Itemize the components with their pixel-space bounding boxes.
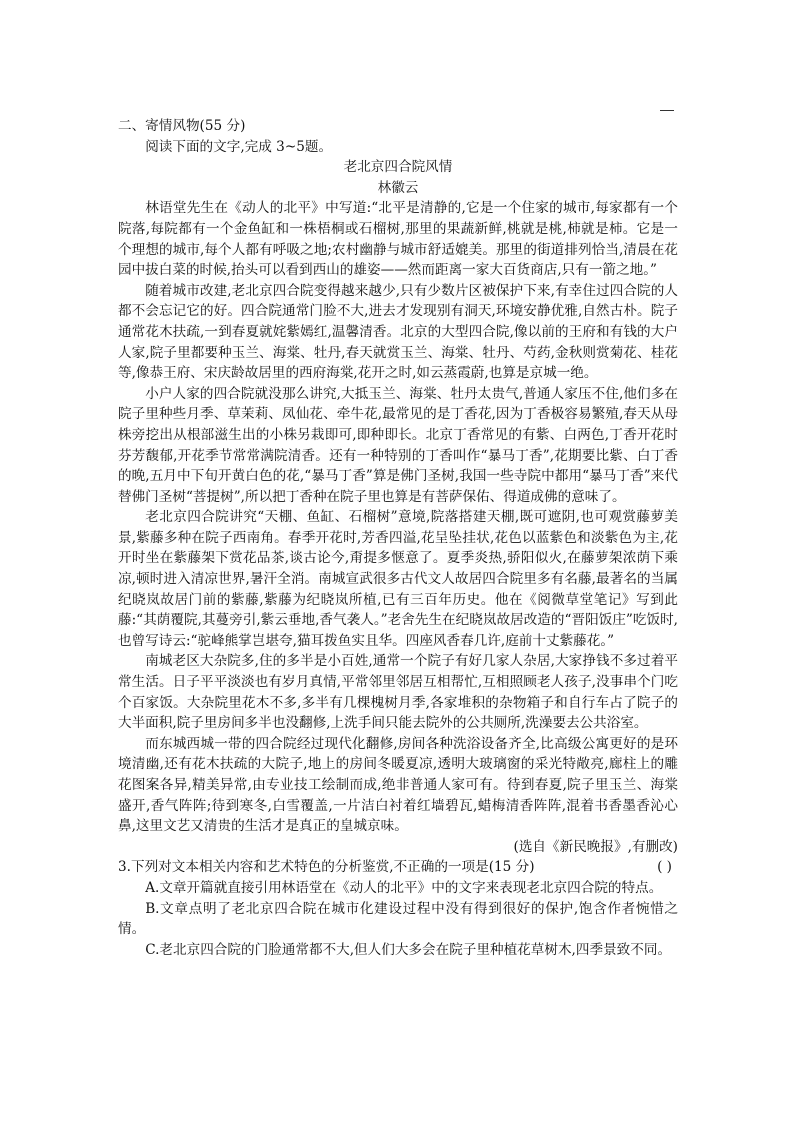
paragraph-3: 小户人家的四合院就没那么讲究,大抵玉兰、海棠、牡丹太贵气,普通人家压不住,他们多在院子里种些月季、草茉莉、凤仙花、牵牛花,最常见的是丁香花,因为丁香极容易繁殖,春天从母株旁挖出从根部滋生出的小株另栽即可,即种即长。北京丁香常见的有紫、白两色,丁香开花时芬芳馥郁,开花季节常常满院清香。还有一种特别的丁香叫作“暴马丁香”,花期要比紫、白丁香的晚,五月中下旬开黄白色的花,“暴马丁香”算是佛门圣树,我国一些寺院中都用“暴马丁香”来代替佛门圣树“菩提树”,所以把丁香种在院子里也算是有菩萨保佑、得道成佛的意味了。 [118,385,678,505]
question-3-text: 3.下列对文本相关内容和艺术特色的分析鉴赏,不正确的一项是(15 分) [118,859,535,876]
article-title: 老北京四合院风情 [343,159,453,176]
option-a: A.文章开篇就直接引用林语堂在《动人的北平》中的文字来表现老北京四合院的特点。 [145,879,663,896]
option-c: C.老北京四合院的门脸通常都不大,但人们大多会在院子里种植花草树木,四季景致不同。 [145,941,672,958]
document-body [118,116,678,960]
answer-blank[interactable]: ( ) [657,859,672,876]
page-mark-dash [660,110,674,111]
article-author: 林徽云 [377,179,419,196]
option-b: B.文章点明了老北京四合院在城市化建设过程中没有得到很好的保护,饱含作者惋惜之情。 [118,900,678,938]
paragraph-6: 而东城西城一带的四合院经过现代化翻修,房间各种洗浴设备齐全,比高级公寓更好的是环境清幽,还有花木扶疏的大院子,地上的房间冬暖夏凉,透明大玻璃窗的采光特敞亮,廊柱上的雕花图案各异,精美异常,由专业技工绘制而成,绝非普通人家可有。待到春夏,院子里玉兰、海棠盛开,香气阵阵;待到寒冬,白雪覆盖,一片洁白衬着红墙碧瓦,蜡梅清香阵阵,混着书香墨香沁心鼻,这里文艺又清贵的生活才是真正的皇城京味。 [118,735,678,835]
instruction-text: 阅读下面的文字,完成 3~5题。 [145,138,333,155]
paragraph-1: 林语堂先生在《动人的北平》中写道:“北平是清静的,它是一个住家的城市,每家都有一个院落,每院都有一个金鱼缸和一株梧桐或石榴树,那里的果蔬新鲜,桃就是桃,柿就是柿。它是一个理想的城市,每个人都有呼吸之地;农村幽静与城市舒适媲美。那里的街道排列恰当,清晨在花园中拔白菜的时候,抬头可以看到西山的雄姿——然而距离一家大百货商店,只有一箭之地。” [118,200,678,279]
paragraph-4: 老北京四合院讲究“天棚、鱼缸、石榴树”意境,院落搭建天棚,既可遮阴,也可观赏藤萝美景,紫藤多种在院子西南角。春季开花时,芳香四溢,花呈坠挂状,花色以蓝紫色和淡紫色为主,花开时坐在紫藤架下赏花品茶,谈古论今,甭提多惬意了。夏季炎热,骄阳似火,在藤萝架浓荫下乘凉,顿时进入清凉世界,暑汗全消。南城宣武很多古代文人故居四合院里多有名藤,最著名的当属纪晓岚故居门前的紫藤,紫藤为纪晓岚所植,已有三百年历史。他在《阅微草堂笔记》写到此藤:“其荫覆院,其蔓旁引,紫云垂地,香气袭人。”老舍先生在纪晓岚故居改造的“晋阳饭庄”吃饭时,也曾写诗云:“驼峰熊掌岂堪夸,猫耳拨鱼实且华。四座风香春几许,庭前十丈紫藤花。” [118,509,678,649]
section-heading: 二、寄情风物(55 分) [118,118,246,134]
question-3-stem [118,857,678,878]
paragraph-5: 南城老区大杂院多,住的多半是小百姓,通常一个院子有好几家人杂居,大家挣钱不多过着平常生活。日子平平淡淡也有岁月真情,平常邻里邻居互相帮忙,互相照顾老人孩子,没事串个门吃个百家饭。大杂院里花木不多,多半有几棵槐树月季,各家堆积的杂物箱子和自行车占了院子的大半面积,院子里房间多半也没翻修,上洗手间只能去院外的公共厕所,洗澡要去公共浴室。 [118,653,678,732]
article-source: (选自《新民晚报》,有删改) [513,838,678,855]
paragraph-2: 随着城市改建,老北京四合院变得越来越少,只有少数片区被保护下来,有幸住过四合院的人都不会忘记它的好。四合院通常门脸不大,进去才发现别有洞天,环境安静优雅,自然古朴。院子通常花木扶疏,一到春夏就姹紫嫣红,温馨清香。北京的大型四合院,像以前的王府和有钱的大户人家,院子里都要种玉兰、海棠、牡丹,春天就赏玉兰、海棠、牡丹、芍药,金秋则赏菊花、桂花等,像恭王府、宋庆龄故居里的西府海棠,花开之时,如云蒸霞蔚,也算是京城一绝。 [118,282,678,382]
